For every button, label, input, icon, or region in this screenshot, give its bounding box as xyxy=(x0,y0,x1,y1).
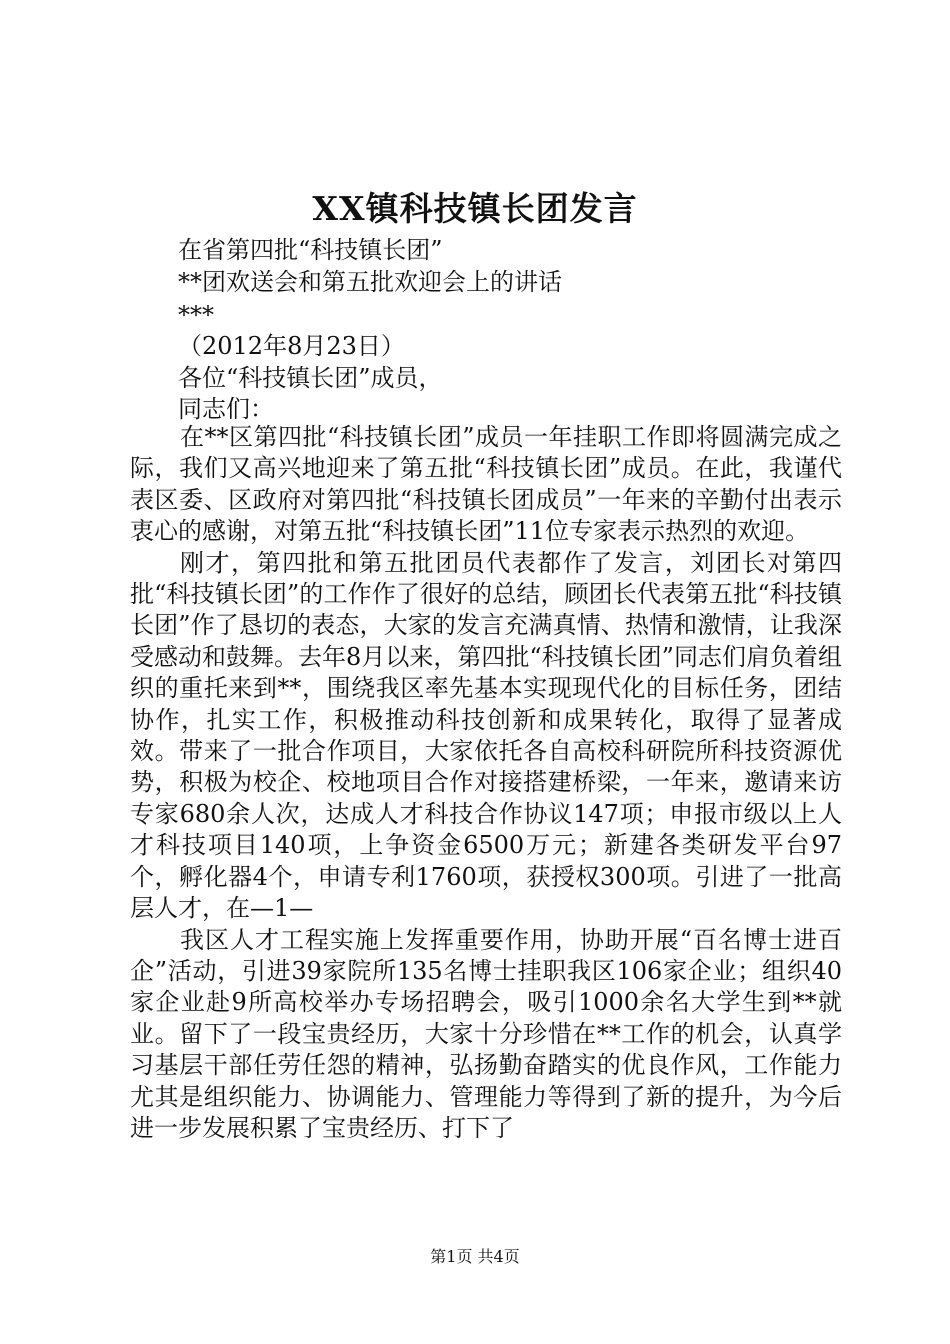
body-paragraph: 在**区第四批“科技镇长团”成员一年挂职工作即将圆满完成之际，我们又高兴地迎来了第五批“科技镇长团”成员。在此，我谨代表区委、区政府对第四批“科技镇长团成员”一年来的辛勤付出表示衷心的感谢，对第五批“科技镇长团”11位专家表示热烈的欢迎。 xyxy=(130,423,842,546)
document-title: XX镇科技镇长团发言 xyxy=(312,189,638,228)
speaker-name: *** xyxy=(178,301,214,329)
body-paragraph: 刚才，第四批和第五批团员代表都作了发言，刘团长对第四批“科技镇长团”的工作作了很好的总结，顾团长代表第五批“科技镇长团”作了恳切的表态，大家的发言充满真情、热情和激情，让我深受感动和鼓舞。去年8月以来，第四批“科技镇长团”同志们肩负着组织的重托来到**，围绕我区率先基本实现现代化的目标任务，团结协作，扎实工作，积极推动科技创新和成果转化，取得了显著成效。带来了一批合作项目，大家依托各自高校科研院所科技资源优势，积极为校企、校地项目合作对接搭建桥梁，一年来，邀请来访专家680余人次，达成人才科技合作协议147项；申报市级以上人才科技项目140项，上争资金6500万元；新建各类研发平台97个，孵化器4个，申请专利1760项，获授权300项。引进了一批高层人才，在—1— xyxy=(130,548,842,923)
speech-date: （2012年8月23日） xyxy=(178,332,405,360)
speech-occasion-line-1: 在省第四批“科技镇长团” xyxy=(178,236,443,264)
speech-body xyxy=(130,422,842,1144)
salutation-line-2: 同志们： xyxy=(178,395,274,423)
speech-occasion-line-2: **团欢送会和第五批欢迎会上的讲话 xyxy=(178,268,562,296)
salutation-line-1: 各位“科技镇长团”成员， xyxy=(178,364,443,392)
body-paragraph: 我区人才工程实施上发挥重要作用，协助开展“百名博士进百企”活动，引进39家院所135名博士挂职我区106家企业；组织40家企业赴9所高校举办专场招聘会，吸引1000余名大学生到**就业。留下了一段宝贵经历，大家十分珍惜在**工作的机会，认真学习基层干部任劳任怨的精神，弘扬勤奋踏实的优良作风，工作能力尤其是组织能力、协调能力、管理能力等得到了新的提升，为今后进一步发展积累了宝贵经历、打下了 xyxy=(130,925,842,1142)
page-number-footer: 第1页 共4页 xyxy=(430,1247,520,1266)
